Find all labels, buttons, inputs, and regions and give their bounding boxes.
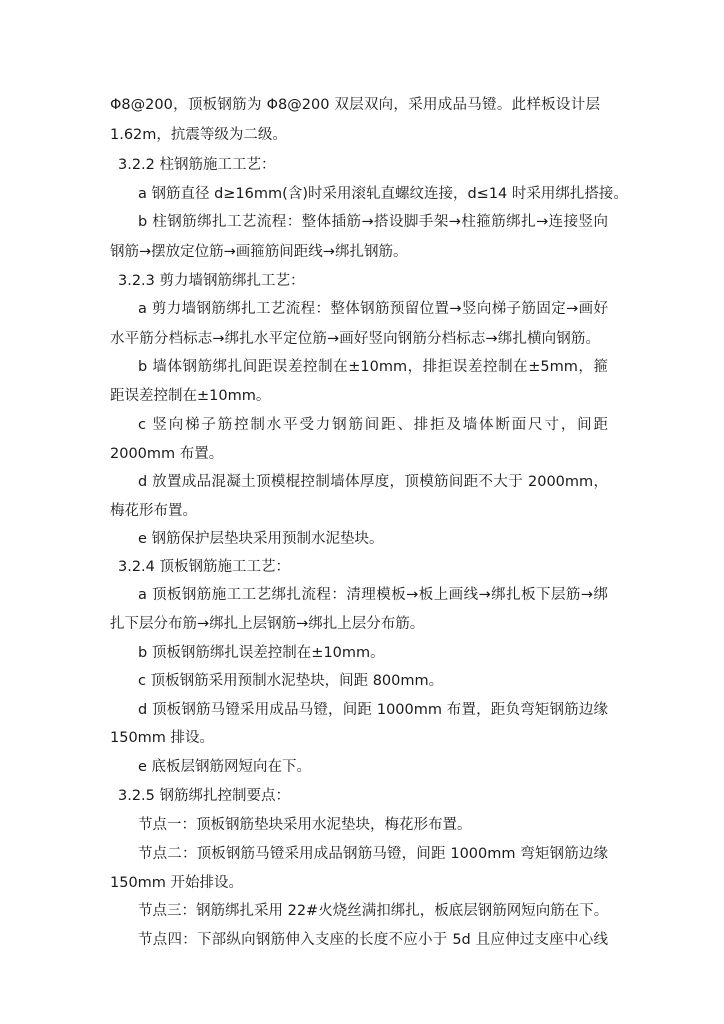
body-text-line: 水平筋分档标志→绑扎水平定位筋→画好竖向钢筋分档标志→绑扎横向钢筋。 (110, 331, 600, 347)
body-text-line: 扎下层分布筋→绑扎上层钢筋→绑扎上层分布筋。 (110, 616, 425, 632)
body-text-line: e 钢筋保护层垫块采用预制水泥垫块。 (138, 531, 384, 547)
body-text-line: 钢筋→摆放定位筋→画箍筋间距线→绑扎钢筋。 (110, 244, 408, 260)
section-heading: 3.2.4 顶板钢筋施工工艺： (118, 559, 291, 575)
section-heading: 3.2.3 剪力墙钢筋绑扎工艺： (118, 273, 305, 289)
body-text-line: 节点三：钢筋绑扎采用 22#火烧丝满扣绑扎，板底层钢筋网短向筋在下。 (138, 903, 609, 919)
section-heading: 3.2.2 柱钢筋施工工艺： (118, 157, 276, 173)
body-text-line: b 墙体钢筋绑扎间距误差控制在±10mm，排拒误差控制在±5mm，箍 (138, 359, 608, 375)
body-text-line: a 钢筋直径 d≥16mm(含)时采用滚轧直螺纹连接，d≤14 时采用绑扎搭接。 (138, 186, 628, 202)
body-text-line: d 顶板钢筋马镫采用成品马镫，间距 1000mm 布置，距负弯矩钢筋边缘 (138, 702, 608, 718)
body-text-line: 距误差控制在±10mm。 (110, 388, 271, 404)
body-text-line: 梅花形布置。 (110, 503, 197, 519)
body-text-line: a 顶板钢筋施工工艺绑扎流程：清理模板→板上画线→绑扎板下层筋→绑 (138, 587, 608, 603)
body-text-line: 150mm 开始排设。 (110, 875, 244, 891)
body-text-line: c 竖向梯子筋控制水平受力钢筋间距、排拒及墙体断面尺寸，间距 (138, 417, 608, 433)
body-text-line: d 放置成品混凝土顶模棍控制墙体厚度，顶模筋间距不大于 2000mm， (138, 474, 608, 490)
body-text-line: 150mm 排设。 (110, 730, 215, 746)
body-text-line: 节点二：顶板钢筋马镫采用成品钢筋马镫，间距 1000mm 弯矩钢筋边缘 (138, 846, 608, 862)
body-text-line: c 顶板钢筋采用预制水泥垫块，间距 800mm。 (138, 673, 444, 689)
body-text-line: 节点四：下部纵向钢筋伸入支座的长度不应小于 5d 且应伸过支座中心线 (138, 932, 608, 948)
body-text-line: 1.62m，抗震等级为二级。 (110, 127, 287, 143)
body-text-line: a 剪力墙钢筋绑扎工艺流程：整体钢筋预留位置→竖向梯子筋固定→画好 (138, 301, 608, 317)
body-text-line: b 顶板钢筋绑扎误差控制在±10mm。 (138, 645, 385, 661)
section-heading: 3.2.5 钢筋绑扎控制要点： (118, 788, 291, 804)
body-text-line: 节点一：顶板钢筋垫块采用水泥垫块，梅花形布置。 (138, 817, 472, 833)
body-text-line: Φ8@200，顶板钢筋为 Φ8@200 双层双向，采用成品马镫。此样板设计层 (110, 97, 600, 113)
body-text-line: b 柱钢筋绑扎工艺流程：整体插筋→搭设脚手架→柱箍筋绑扎→连接竖向 (138, 214, 608, 230)
body-text-line: 2000mm 布置。 (110, 446, 224, 462)
body-text-line: e 底板层钢筋网短向在下。 (138, 759, 312, 775)
